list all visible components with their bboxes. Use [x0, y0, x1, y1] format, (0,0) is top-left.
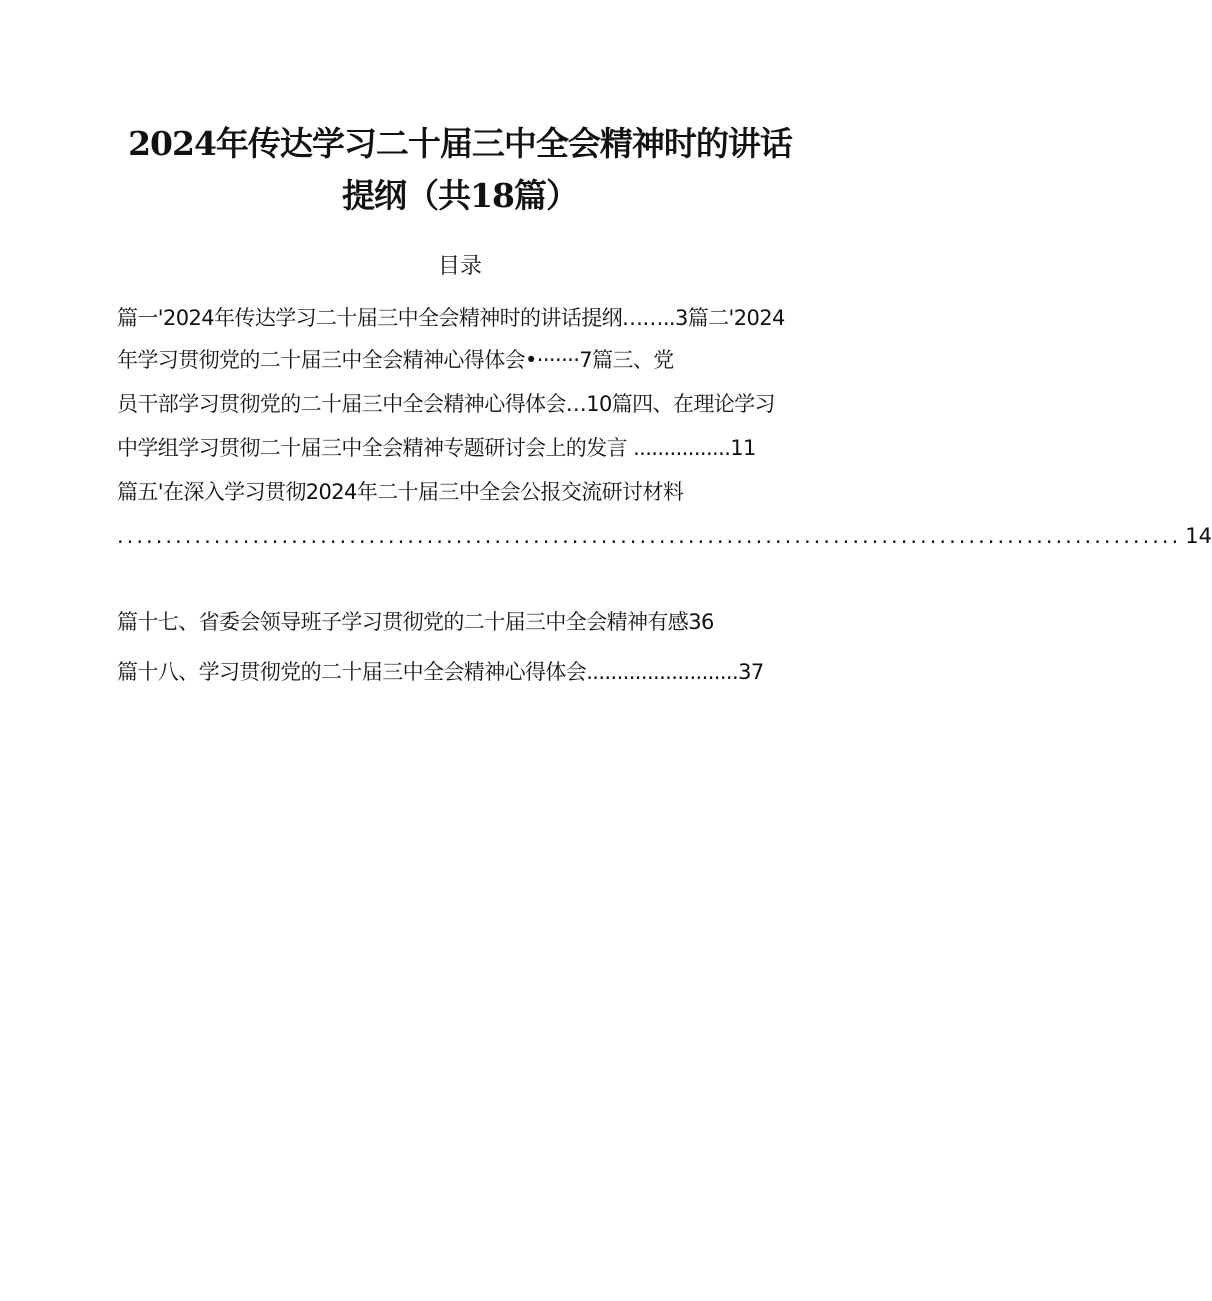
title-line-2: 提纲（共18篇）	[342, 176, 578, 215]
toc-heading: 目录	[437, 254, 482, 279]
toc-entry-line-3[interactable]: 员干部学习贯彻党的二十届三中全会精神心得体会…10篇四、在理论学习	[117, 392, 775, 416]
toc-page-number: 14	[1185, 524, 1212, 548]
title-line-1: 2024年传达学习二十届三中全会精神时的讲话	[128, 124, 792, 163]
toc-entry-line-4[interactable]: 中学组学习贯彻二十届三中全会精神专题研讨会上的发言 ................11	[117, 436, 756, 460]
toc-entry-line-5[interactable]: 篇五'在深入学习贯彻2024年二十届三中全会公报交流研讨材料	[117, 480, 684, 504]
toc-entry-line-1[interactable]: 篇一'2024年传达学习二十届三中全会精神时的讲话提纲……..3篇二'2024	[117, 306, 785, 330]
toc-entry-line-2[interactable]: 年学习贯彻党的二十届三中全会精神心得体会•·······7篇三、党	[117, 348, 674, 372]
document-title	[80, 118, 840, 222]
toc-entry-18[interactable]: 篇十八、学习贯彻党的二十届三中全会精神心得体会.........................37	[117, 660, 764, 684]
toc-entry-5-leader	[117, 522, 1212, 550]
toc-entry-17[interactable]: 篇十七、省委会领导班子学习贯彻党的二十届三中全会精神有感36	[117, 610, 714, 634]
toc-dot-leader: ..............................................................................................................	[117, 524, 1182, 548]
